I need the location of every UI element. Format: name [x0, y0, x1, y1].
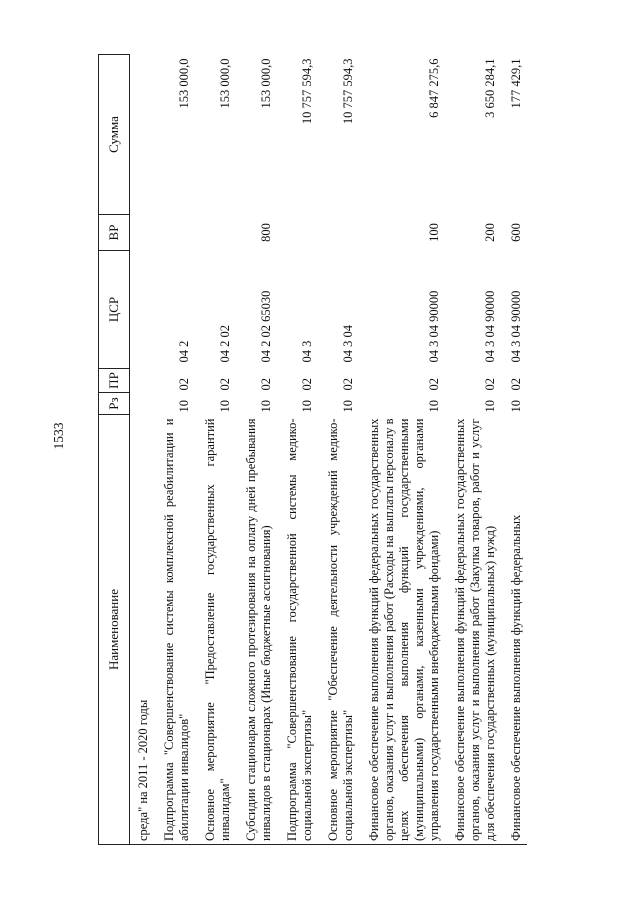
row-sum: 10 757 594,3 — [341, 58, 355, 125]
row-vr — [130, 215, 155, 251]
header-pr: ПР — [99, 369, 130, 393]
row-csr: 04 3 04 90000 — [427, 290, 441, 363]
table-row — [283, 55, 318, 845]
row-pr: 02 — [177, 378, 191, 391]
header-csr: ЦСР — [99, 251, 130, 369]
row-vr — [201, 215, 236, 251]
row-sum: 153 000,0 — [218, 58, 232, 109]
row-name: Финансовое обеспечение выполнения функций федеральных государственных органов, оказания услуг и выполнения работ (Расходы на выплаты персоналу в целях обеспечения выполнения функций государственными (муниципальными) органами, казенными учреждениями, органами управления государственными внебюджетными фондами) — [365, 415, 445, 845]
row-vr — [160, 215, 195, 251]
row-csr — [130, 251, 155, 369]
row-rz: 10 — [341, 400, 355, 413]
row-csr: 04 3 — [300, 340, 314, 363]
row-pr: 02 — [259, 378, 273, 391]
row-rz: 10 — [259, 400, 273, 413]
row-pr: 02 — [218, 378, 232, 391]
row-rz: 10 — [177, 400, 191, 413]
budget-table-sheet — [98, 55, 610, 845]
budget-table — [98, 54, 527, 845]
table-row — [451, 55, 501, 845]
header-sum: Сумма — [99, 55, 130, 215]
row-sum: 153 000,0 — [259, 58, 273, 109]
row-vr — [283, 215, 318, 251]
table-row — [365, 55, 445, 845]
row-csr: 04 2 02 — [218, 325, 232, 363]
row-vr: 200 — [483, 223, 497, 242]
row-csr: 04 3 04 90000 — [483, 290, 497, 363]
page-number: 1533 — [51, 422, 66, 450]
row-pr: 02 — [427, 378, 441, 391]
row-rz: 10 — [427, 400, 441, 413]
row-sum: 153 000,0 — [177, 58, 191, 109]
row-rz: 10 — [300, 400, 314, 413]
row-name: Подпрограмма "Совершенствование государственной системы медико-социальной экспертизы" — [283, 415, 318, 845]
row-vr: 100 — [427, 223, 441, 242]
row-sum: 177 429,1 — [509, 58, 523, 109]
row-name: Основное мероприятие "Обеспечение деятельности учреждений медико-социальной экспертизы" — [324, 415, 359, 845]
table-row — [201, 55, 236, 845]
row-name: Подпрограмма "Совершенствование системы комплексной реабилитации и абилитации инвалидов" — [160, 415, 195, 845]
header-name: Наименование — [99, 415, 130, 845]
row-csr: 04 2 — [177, 340, 191, 363]
table-row — [324, 55, 359, 845]
row-csr: 04 3 04 — [341, 325, 355, 363]
row-pr — [130, 369, 155, 393]
row-rz — [130, 393, 155, 415]
table-row — [160, 55, 195, 845]
row-vr: 800 — [259, 223, 273, 242]
row-pr: 02 — [509, 378, 523, 391]
table-row — [242, 55, 277, 845]
row-rz: 10 — [483, 400, 497, 413]
table-row — [130, 55, 155, 845]
row-pr: 02 — [341, 378, 355, 391]
row-name: Основное мероприятие "Предоставление государственных гарантий инвалидам" — [201, 415, 236, 845]
header-rz: Рз — [99, 393, 130, 415]
row-rz: 10 — [509, 400, 523, 413]
row-vr — [324, 215, 359, 251]
row-name: Финансовое обеспечение выполнения функций федеральных государственных органов, оказания услуг и выполнения работ (Закупка товаров, работ и услуг для обеспечения государственных (муниципальных) нужд) — [451, 415, 501, 845]
row-csr: 04 3 04 90000 — [509, 290, 523, 363]
table-row — [507, 55, 527, 845]
row-sum: 10 757 594,3 — [300, 58, 314, 125]
row-name: Субсидии стационарам сложного протезирования на оплату дней пребывания инвалидов в стационарах (Иные бюджетные ассигнования) — [242, 415, 277, 845]
row-sum — [130, 55, 155, 215]
row-vr: 600 — [509, 223, 523, 242]
row-pr: 02 — [300, 378, 314, 391]
table-header-row — [99, 55, 130, 845]
row-sum: 6 847 275,6 — [427, 58, 441, 118]
row-name: Финансовое обеспечение выполнения функций федеральных — [507, 415, 527, 845]
row-rz: 10 — [218, 400, 232, 413]
row-name: среда" на 2011 - 2020 годы — [130, 415, 155, 845]
row-csr: 04 2 02 65030 — [259, 290, 273, 363]
row-sum: 3 650 284,1 — [483, 58, 497, 118]
header-vr: ВР — [99, 215, 130, 251]
row-pr: 02 — [483, 378, 497, 391]
